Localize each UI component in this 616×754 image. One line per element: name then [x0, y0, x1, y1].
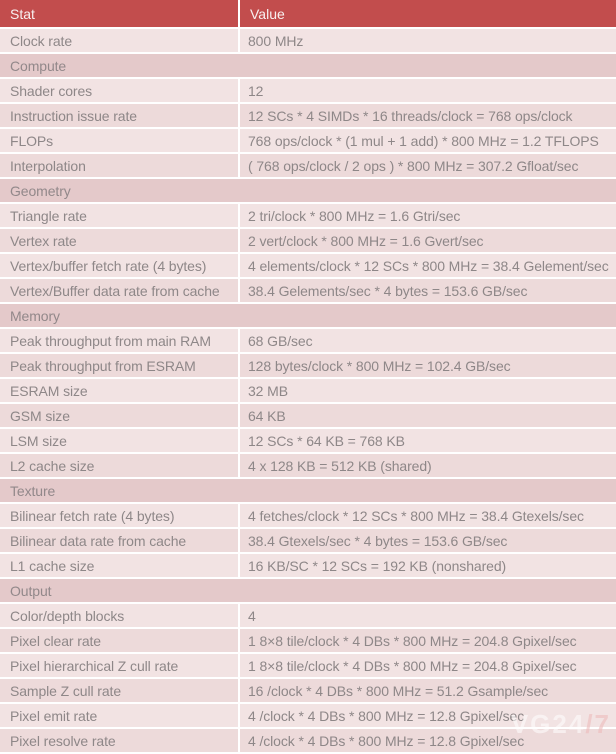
vg247-watermark-suffix: /7 — [585, 709, 611, 739]
value-cell: 4 /clock * 4 DBs * 800 MHz = 12.8 Gpixel/sec — [240, 704, 616, 729]
stat-cell: Pixel resolve rate — [0, 729, 240, 754]
table-row — [0, 679, 616, 704]
section-row — [0, 179, 616, 204]
value-cell: 38.4 Gelements/sec * 4 bytes = 153.6 GB/sec — [240, 279, 616, 304]
table-row — [0, 329, 616, 354]
table-row — [0, 129, 616, 154]
table-row — [0, 154, 616, 179]
column-header-stat: Stat — [0, 0, 240, 29]
section-label: Compute — [0, 54, 616, 79]
stat-cell: L1 cache size — [0, 554, 240, 579]
stat-cell: Pixel hierarchical Z cull rate — [0, 654, 240, 679]
stat-cell: Peak throughput from ESRAM — [0, 354, 240, 379]
stat-cell: Vertex rate — [0, 229, 240, 254]
value-cell: 38.4 Gtexels/sec * 4 bytes = 153.6 GB/sec — [240, 529, 616, 554]
section-label: Output — [0, 579, 616, 604]
stat-cell: GSM size — [0, 404, 240, 429]
table-row — [0, 504, 616, 529]
stat-cell: Vertex/buffer fetch rate (4 bytes) — [0, 254, 240, 279]
value-cell: 2 tri/clock * 800 MHz = 1.6 Gtri/sec — [240, 204, 616, 229]
value-cell: 12 SCs * 64 KB = 768 KB — [240, 429, 616, 454]
stat-cell: Pixel clear rate — [0, 629, 240, 654]
table-row — [0, 104, 616, 129]
table-row — [0, 654, 616, 679]
header-row — [0, 0, 616, 29]
section-label: Geometry — [0, 179, 616, 204]
section-row — [0, 479, 616, 504]
table-row — [0, 629, 616, 654]
table-row — [0, 554, 616, 579]
value-cell: 68 GB/sec — [240, 329, 616, 354]
value-cell: 800 MHz — [240, 29, 616, 54]
table-row — [0, 729, 616, 754]
column-header-value: Value — [240, 0, 616, 29]
stat-cell: Bilinear fetch rate (4 bytes) — [0, 504, 240, 529]
section-label: Texture — [0, 479, 616, 504]
stat-cell: Shader cores — [0, 79, 240, 104]
value-cell: 16 /clock * 4 DBs * 800 MHz = 51.2 Gsample/sec — [240, 679, 616, 704]
value-cell: 64 KB — [240, 404, 616, 429]
table-row — [0, 604, 616, 629]
section-row — [0, 54, 616, 79]
section-label: Memory — [0, 304, 616, 329]
stat-cell: ESRAM size — [0, 379, 240, 404]
section-row — [0, 304, 616, 329]
value-cell: 32 MB — [240, 379, 616, 404]
value-cell: 1 8×8 tile/clock * 4 DBs * 800 MHz = 204.8 Gpixel/sec — [240, 629, 616, 654]
stat-cell: Vertex/Buffer data rate from cache — [0, 279, 240, 304]
table-header — [0, 0, 616, 29]
value-cell: 12 SCs * 4 SIMDs * 16 threads/clock = 768 ops/clock — [240, 104, 616, 129]
value-cell: ( 768 ops/clock / 2 ops ) * 800 MHz = 307.2 Gfloat/sec — [240, 154, 616, 179]
stat-cell: Triangle rate — [0, 204, 240, 229]
stat-cell: FLOPs — [0, 129, 240, 154]
table-row — [0, 204, 616, 229]
table-row — [0, 354, 616, 379]
value-cell: 16 KB/SC * 12 SCs = 192 KB (nonshared) — [240, 554, 616, 579]
stat-cell: LSM size — [0, 429, 240, 454]
section-row — [0, 579, 616, 604]
table-row — [0, 404, 616, 429]
value-cell: 4 /clock * 4 DBs * 800 MHz = 12.8 Gpixel/sec — [240, 729, 616, 754]
table-row — [0, 704, 616, 729]
value-cell: 12 — [240, 79, 616, 104]
value-cell: 4 fetches/clock * 12 SCs * 800 MHz = 38.4 Gtexels/sec — [240, 504, 616, 529]
stat-cell: Bilinear data rate from cache — [0, 529, 240, 554]
table-row — [0, 254, 616, 279]
table-row — [0, 379, 616, 404]
stat-cell: L2 cache size — [0, 454, 240, 479]
table-row — [0, 529, 616, 554]
stat-cell: Peak throughput from main RAM — [0, 329, 240, 354]
table-row — [0, 429, 616, 454]
table-row — [0, 279, 616, 304]
value-cell: 4 x 128 KB = 512 KB (shared) — [240, 454, 616, 479]
value-cell: 128 bytes/clock * 800 MHz = 102.4 GB/sec — [240, 354, 616, 379]
table-row — [0, 79, 616, 104]
value-cell: 768 ops/clock * (1 mul + 1 add) * 800 MHz = 1.2 TFLOPS — [240, 129, 616, 154]
stat-cell: Interpolation — [0, 154, 240, 179]
stat-cell: Color/depth blocks — [0, 604, 240, 629]
stat-cell: Clock rate — [0, 29, 240, 54]
value-cell: 2 vert/clock * 800 MHz = 1.6 Gvert/sec — [240, 229, 616, 254]
table-row — [0, 454, 616, 479]
vg247-watermark-main: VG24 — [510, 709, 586, 739]
value-cell: 1 8×8 tile/clock * 4 DBs * 800 MHz = 204.8 Gpixel/sec — [240, 654, 616, 679]
value-cell: 4 elements/clock * 12 SCs * 800 MHz = 38.4 Gelement/sec — [240, 254, 616, 279]
table-body — [0, 29, 616, 754]
value-cell: 4 — [240, 604, 616, 629]
stat-cell: Instruction issue rate — [0, 104, 240, 129]
stat-cell: Pixel emit rate — [0, 704, 240, 729]
stat-cell: Sample Z cull rate — [0, 679, 240, 704]
table-row — [0, 29, 616, 54]
table-row — [0, 229, 616, 254]
